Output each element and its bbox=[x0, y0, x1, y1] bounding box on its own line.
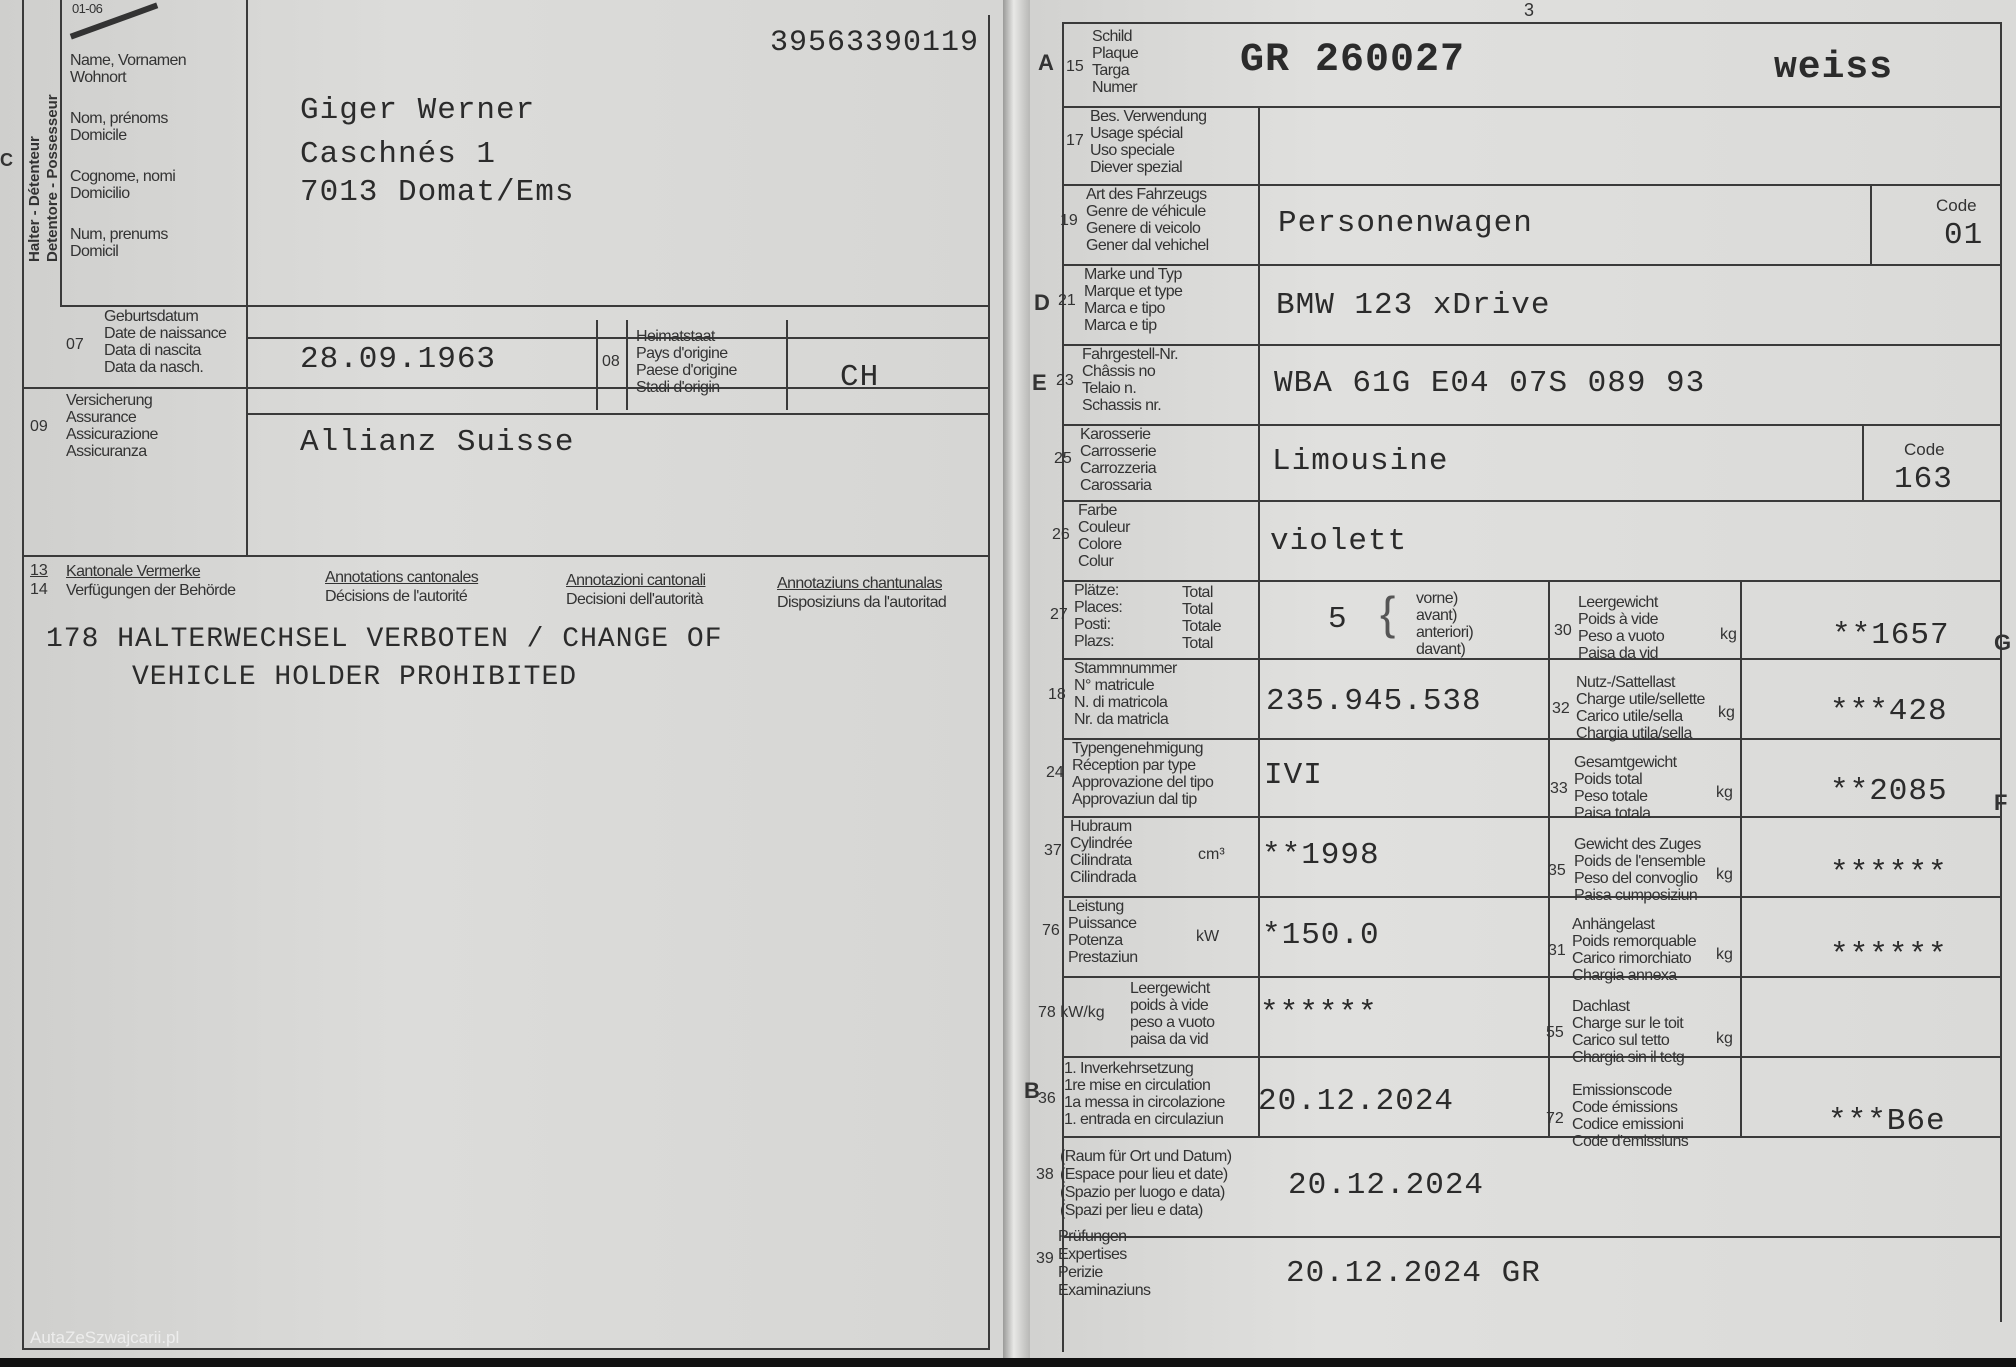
unit-kg: kg bbox=[1720, 626, 1737, 643]
letter-f: F bbox=[1994, 790, 2008, 815]
right-border bbox=[2000, 22, 2002, 1322]
annotation-line-1: 178 HALTERWECHSEL VERBOTEN / CHANGE OF bbox=[46, 624, 723, 655]
annot-label: Disposiziuns da l'autoritad bbox=[777, 594, 947, 611]
row-line bbox=[1062, 580, 2002, 582]
holder-city: 7013 Domat/Ems bbox=[300, 175, 575, 210]
kw-kg-value: ****** bbox=[1260, 996, 1378, 1031]
holder-street: Caschnés 1 bbox=[300, 137, 497, 172]
displacement-label: Cylindrée bbox=[1070, 835, 1133, 852]
left-page bbox=[0, 0, 1003, 1360]
annot-label: Decisioni dell'autorità bbox=[566, 591, 703, 608]
letter-b: B bbox=[1024, 1078, 1040, 1103]
row-line bbox=[1062, 344, 2002, 346]
field-num: 27 bbox=[1050, 606, 1068, 623]
first-reg-value: 20.12.2024 bbox=[1258, 1084, 1455, 1119]
bottom-strip bbox=[0, 1358, 2016, 1367]
divider bbox=[246, 0, 248, 555]
row-line bbox=[1062, 264, 2002, 266]
emission-label: Code d'emissiuns bbox=[1572, 1133, 1689, 1150]
matricule-label: Nr. da matricla bbox=[1074, 711, 1169, 728]
annot-label: Annotations cantonales bbox=[325, 569, 479, 586]
unit-kg: kg bbox=[1716, 784, 1733, 801]
kw-kg-label: Leergewicht bbox=[1130, 980, 1210, 997]
field-num: 30 bbox=[1554, 622, 1572, 639]
power-label: Puissance bbox=[1068, 915, 1137, 932]
first-reg-label: 1re mise en circulation bbox=[1064, 1077, 1211, 1094]
power-value: *150.0 bbox=[1262, 918, 1380, 953]
total-weight-label: Peso totale bbox=[1574, 788, 1648, 805]
colour-value: violett bbox=[1270, 524, 1408, 559]
code-divider bbox=[1870, 184, 1872, 264]
type-approval-label: Approvaziun dal tip bbox=[1072, 791, 1197, 808]
payload-label: Chargia utila/sella bbox=[1576, 725, 1692, 742]
holder-side-label-2: Detentore - Possesseur bbox=[44, 94, 61, 262]
matricule-label: N° matricule bbox=[1074, 677, 1155, 694]
trailer-load-label: Carico rimorchiato bbox=[1572, 950, 1692, 967]
seats-total-label: Total bbox=[1182, 584, 1213, 601]
chassis-label: Schassis nr. bbox=[1082, 397, 1162, 414]
holder-label: Cognome, nomi bbox=[70, 168, 176, 185]
field-num: 32 bbox=[1552, 700, 1570, 717]
row-line bbox=[1062, 976, 2002, 978]
roof-load-label: Charge sur le toit bbox=[1572, 1015, 1684, 1032]
seats-label: Plazs: bbox=[1074, 633, 1114, 650]
unit-kg: kg bbox=[1718, 704, 1735, 721]
place-date-label: (Raum für Ort und Datum) bbox=[1060, 1148, 1232, 1165]
value-divider bbox=[1740, 580, 1742, 1136]
emission-label: Codice emissioni bbox=[1572, 1116, 1684, 1133]
divider bbox=[246, 413, 990, 415]
field-num: 39 bbox=[1036, 1250, 1054, 1267]
vehicle-type-label: Gener dal vehichel bbox=[1086, 237, 1209, 254]
inspections-label: Expertises bbox=[1058, 1246, 1127, 1263]
seats-label: Posti: bbox=[1074, 616, 1111, 633]
matricule-label: N. di matricola bbox=[1074, 694, 1168, 711]
chassis-label: Telaio n. bbox=[1082, 380, 1137, 397]
origin-label: Stadi d'origin bbox=[636, 379, 720, 396]
divider bbox=[22, 555, 990, 557]
field-num-13: 13 bbox=[30, 562, 48, 579]
plate-label: Numer bbox=[1092, 79, 1138, 96]
make-model-label: Marque et type bbox=[1084, 283, 1183, 300]
field-num: 37 bbox=[1044, 842, 1062, 859]
unit-kg: kg bbox=[1716, 866, 1733, 883]
letter-d: D bbox=[1034, 290, 1050, 315]
special-use-label: Diever spezial bbox=[1090, 159, 1183, 176]
payload-value: ***428 bbox=[1830, 694, 1948, 729]
power-label: Prestaziun bbox=[1068, 949, 1138, 966]
field-num-14: 14 bbox=[30, 581, 48, 598]
field-num: 55 bbox=[1546, 1024, 1564, 1041]
train-weight-value: ****** bbox=[1830, 856, 1948, 891]
right-page bbox=[1024, 0, 2016, 1360]
total-weight-label: Paisa totala bbox=[1574, 805, 1651, 822]
field-num: 38 bbox=[1036, 1166, 1054, 1183]
seats-total-label: Total bbox=[1182, 601, 1213, 618]
watermark: AutaZeSzwajcarii.pl bbox=[30, 1328, 180, 1347]
total-weight-value: **2085 bbox=[1830, 774, 1948, 809]
field-num: 33 bbox=[1550, 780, 1568, 797]
row-line bbox=[1062, 1236, 2002, 1238]
matricule-value: 235.945.538 bbox=[1266, 684, 1482, 719]
kw-kg-label: paisa da vid bbox=[1130, 1031, 1209, 1048]
empty-weight-value: **1657 bbox=[1832, 618, 1950, 653]
field-num: 78 kW/kg bbox=[1038, 1004, 1105, 1021]
letter-e: E bbox=[1032, 370, 1047, 395]
brace-glyph: { bbox=[1380, 587, 1397, 639]
divider bbox=[596, 320, 598, 410]
displacement-label: Cilindrata bbox=[1070, 852, 1132, 869]
total-weight-label: Gesamtgewicht bbox=[1574, 754, 1677, 771]
make-model-label: Marke und Typ bbox=[1084, 266, 1182, 283]
displacement-label: Hubraum bbox=[1070, 818, 1132, 835]
vehicle-type-code: 01 bbox=[1944, 218, 1984, 253]
field-num: 31 bbox=[1548, 942, 1566, 959]
vehicle-type-label: Genre de véhicule bbox=[1086, 203, 1206, 220]
field-num: 25 bbox=[1054, 450, 1072, 467]
divider bbox=[60, 305, 990, 307]
seats-front-label: vorne) bbox=[1416, 590, 1458, 607]
serial-number: 39563390119 bbox=[770, 26, 980, 60]
matricule-label: Stammnummer bbox=[1074, 660, 1177, 677]
code-label: Code bbox=[1904, 440, 1945, 459]
field-num-09: 09 bbox=[30, 418, 48, 435]
birth-label: Geburtsdatum bbox=[104, 308, 199, 325]
field-num-07: 07 bbox=[66, 336, 84, 353]
field-num: 18 bbox=[1048, 686, 1066, 703]
place-date-label: (Espace pour lieu et date) bbox=[1060, 1166, 1228, 1183]
seats-total-label: Totale bbox=[1182, 618, 1222, 635]
inspections-value: 20.12.2024 GR bbox=[1286, 1256, 1541, 1291]
emission-label: Code émissions bbox=[1572, 1099, 1678, 1116]
body-label: Carrosserie bbox=[1080, 443, 1157, 460]
letter-a: A bbox=[1038, 50, 1054, 75]
insurance-label: Versicherung bbox=[66, 392, 153, 409]
annot-label: Annotaziuns chantunalas bbox=[777, 575, 942, 592]
origin-value: CH bbox=[840, 360, 880, 395]
power-label: Potenza bbox=[1068, 932, 1123, 949]
train-weight-label: Paisa cumposiziun bbox=[1574, 887, 1698, 904]
seats-front-label: anteriori) bbox=[1416, 624, 1474, 641]
seats-label: Places: bbox=[1074, 599, 1123, 616]
field-num-08: 08 bbox=[602, 353, 620, 370]
row-line bbox=[1062, 500, 2002, 502]
holder-label: Domicil bbox=[70, 243, 119, 260]
special-use-label: Bes. Verwendung bbox=[1090, 108, 1207, 125]
seats-total-label: Total bbox=[1182, 635, 1213, 652]
emission-value: ***B6e bbox=[1828, 1104, 1946, 1139]
right-border bbox=[988, 15, 990, 1350]
holder-side-label: Halter - Détenteur bbox=[26, 136, 43, 262]
special-use-label: Uso speciale bbox=[1090, 142, 1175, 159]
vehicle-type-value: Personenwagen bbox=[1278, 206, 1533, 241]
field-num: 72 bbox=[1546, 1110, 1564, 1127]
annot-label: Verfügungen der Behörde bbox=[66, 582, 236, 599]
place-date-label: (Spazio per luogo e data) bbox=[1060, 1184, 1225, 1201]
holder-name: Giger Werner bbox=[300, 93, 536, 128]
make-model-label: Marca e tipo bbox=[1084, 300, 1165, 317]
first-reg-label: 1. entrada en circulaziun bbox=[1064, 1111, 1224, 1128]
field-num: 36 bbox=[1038, 1090, 1056, 1107]
row-line bbox=[1062, 896, 2002, 898]
train-weight-label: Gewicht des Zuges bbox=[1574, 836, 1701, 853]
origin-label: Paese d'origine bbox=[636, 362, 737, 379]
top-border bbox=[1062, 22, 2002, 24]
type-approval-label: Approvazione del tipo bbox=[1072, 774, 1214, 791]
trailer-load-label: Chargia annexa bbox=[1572, 967, 1677, 984]
chassis-label: Châssis no bbox=[1082, 363, 1156, 380]
place-date-label: (Spazi per lieu e data) bbox=[1060, 1202, 1203, 1219]
birth-label: Data da nasch. bbox=[104, 359, 204, 376]
vehicle-type-label: Genere di veicolo bbox=[1086, 220, 1201, 237]
annotation-line-2: VEHICLE HOLDER PROHIBITED bbox=[132, 662, 578, 693]
colour-label: Couleur bbox=[1078, 519, 1130, 536]
body-label: Carossaria bbox=[1080, 477, 1152, 494]
unit-kg: kg bbox=[1716, 946, 1733, 963]
seats-front-label: davant) bbox=[1416, 641, 1466, 658]
row-line bbox=[1062, 816, 2002, 818]
train-weight-label: Peso del convoglio bbox=[1574, 870, 1698, 887]
trailer-load-value: ****** bbox=[1830, 938, 1948, 973]
displacement-value: **1998 bbox=[1262, 838, 1380, 873]
book-fold bbox=[1003, 0, 1030, 1360]
field-num: 76 bbox=[1042, 922, 1060, 939]
field-num: 21 bbox=[1058, 292, 1076, 309]
annot-label: Annotazioni cantonali bbox=[566, 572, 706, 589]
origin-label: Heimatstaat bbox=[636, 328, 715, 345]
page-number: 3 bbox=[1524, 0, 1535, 20]
code-divider bbox=[1862, 424, 1864, 500]
top-mark: 01-06 bbox=[72, 1, 103, 16]
field-num: 15 bbox=[1066, 58, 1084, 75]
chassis-label: Fahrgestell-Nr. bbox=[1082, 346, 1178, 363]
make-model-label: Marca e tip bbox=[1084, 317, 1157, 334]
row-line bbox=[1062, 1056, 2002, 1058]
payload-label: Carico utile/sella bbox=[1576, 708, 1683, 725]
empty-weight-label: Peso a vuoto bbox=[1578, 628, 1665, 645]
inspections-label: Examinaziuns bbox=[1058, 1282, 1151, 1299]
kw-kg-label: poids à vide bbox=[1130, 997, 1209, 1014]
type-approval-value: IVI bbox=[1264, 758, 1323, 793]
body-label: Carrozzeria bbox=[1080, 460, 1157, 477]
emission-label: Emissionscode bbox=[1572, 1082, 1672, 1099]
chassis-value: WBA 61G E04 07S 089 93 bbox=[1274, 366, 1706, 401]
letter-g: G bbox=[1994, 630, 2012, 655]
row-line bbox=[1062, 658, 2002, 660]
field-num: 24 bbox=[1046, 764, 1064, 781]
holder-label: Name, Vornamen bbox=[70, 52, 187, 69]
roof-load-label: Carico sul tetto bbox=[1572, 1032, 1670, 1049]
origin-label: Pays d'origine bbox=[636, 345, 728, 362]
body-value: Limousine bbox=[1272, 444, 1449, 479]
body-label: Karosserie bbox=[1080, 426, 1151, 443]
field-num: 26 bbox=[1052, 526, 1070, 543]
field-num: 23 bbox=[1056, 372, 1074, 389]
kw-kg-label: peso a vuoto bbox=[1130, 1014, 1215, 1031]
holder-label: Num, prenums bbox=[70, 226, 168, 243]
plate-value: GR 260027 bbox=[1240, 38, 1466, 83]
roof-load-label: Dachlast bbox=[1572, 998, 1630, 1015]
divider bbox=[626, 320, 628, 410]
special-use-label: Usage spécial bbox=[1090, 125, 1183, 142]
divider bbox=[786, 320, 788, 410]
train-weight-label: Poids de l'ensemble bbox=[1574, 853, 1706, 870]
colour-label: Farbe bbox=[1078, 502, 1117, 519]
seats-label: Plätze: bbox=[1074, 582, 1119, 599]
seats-front-label: avant) bbox=[1416, 607, 1457, 624]
label-divider bbox=[1258, 106, 1260, 1136]
insurance-value: Allianz Suisse bbox=[300, 425, 575, 460]
inspections-label: Perizie bbox=[1058, 1264, 1103, 1281]
annot-label: Décisions de l'autorité bbox=[325, 588, 468, 605]
seats-value: 5 bbox=[1328, 602, 1348, 637]
row-line bbox=[1062, 424, 2002, 426]
payload-label: Charge utile/sellette bbox=[1576, 691, 1705, 708]
total-weight-label: Poids total bbox=[1574, 771, 1643, 788]
colour-label: Colur bbox=[1078, 553, 1114, 570]
divider bbox=[22, 1348, 990, 1350]
unit-kw: kW bbox=[1196, 928, 1220, 945]
roof-load-label: Chargia sin il tetg bbox=[1572, 1049, 1685, 1066]
trailer-load-label: Poids remorquable bbox=[1572, 933, 1697, 950]
body-code: 163 bbox=[1894, 462, 1953, 497]
first-reg-label: 1a messa in circolazione bbox=[1064, 1094, 1225, 1111]
birth-label: Date de naissance bbox=[104, 325, 227, 342]
holder-label: Domicilio bbox=[70, 185, 130, 202]
left-border bbox=[22, 0, 24, 1350]
field-num: 17 bbox=[1066, 132, 1084, 149]
divider bbox=[246, 337, 990, 339]
payload-label: Nutz-/Sattellast bbox=[1576, 674, 1675, 691]
plate-label: Plaque bbox=[1092, 45, 1139, 62]
displacement-label: Cilindrada bbox=[1070, 869, 1137, 886]
code-label: Code bbox=[1936, 196, 1977, 215]
power-label: Leistung bbox=[1068, 898, 1124, 915]
insurance-label: Assicuranza bbox=[66, 443, 147, 460]
make-model-value: BMW 123 xDrive bbox=[1276, 288, 1551, 323]
field-num: 19 bbox=[1060, 212, 1078, 229]
empty-weight-label: Leergewicht bbox=[1578, 594, 1658, 611]
insurance-label: Assicurazione bbox=[66, 426, 158, 443]
empty-weight-label: Paisa da vid bbox=[1578, 645, 1658, 662]
unit-kg: kg bbox=[1716, 1030, 1733, 1047]
colour-label: Colore bbox=[1078, 536, 1122, 553]
first-reg-label: 1. Inverkehrsetzung bbox=[1064, 1060, 1194, 1077]
holder-label: Domicile bbox=[70, 127, 127, 144]
row-line bbox=[1062, 738, 2002, 740]
type-approval-label: Réception par type bbox=[1072, 757, 1196, 774]
plate-label: Targa bbox=[1092, 62, 1130, 79]
annot-label: Kantonale Vermerke bbox=[66, 563, 201, 580]
plate-color: weiss bbox=[1774, 46, 1894, 89]
vehicle-type-label: Art des Fahrzeugs bbox=[1086, 186, 1207, 203]
birth-date: 28.09.1963 bbox=[300, 342, 497, 377]
holder-label: Nom, prénoms bbox=[70, 110, 168, 127]
insurance-label: Assurance bbox=[66, 409, 137, 426]
inspections-label: Prüfungen bbox=[1058, 1228, 1127, 1245]
empty-weight-label: Poids à vide bbox=[1578, 611, 1658, 628]
unit-cm3: cm³ bbox=[1198, 846, 1225, 863]
field-num: 35 bbox=[1548, 862, 1566, 879]
birth-label: Data di nascita bbox=[104, 342, 201, 359]
mid-divider bbox=[1548, 580, 1550, 1136]
plate-label: Schild bbox=[1092, 28, 1132, 45]
trailer-load-label: Anhängelast bbox=[1572, 916, 1655, 933]
holder-label: Wohnort bbox=[70, 69, 126, 86]
place-date-value: 20.12.2024 bbox=[1288, 1168, 1485, 1203]
side-letter-c: C bbox=[0, 150, 13, 170]
type-approval-label: Typengenehmigung bbox=[1072, 740, 1203, 757]
